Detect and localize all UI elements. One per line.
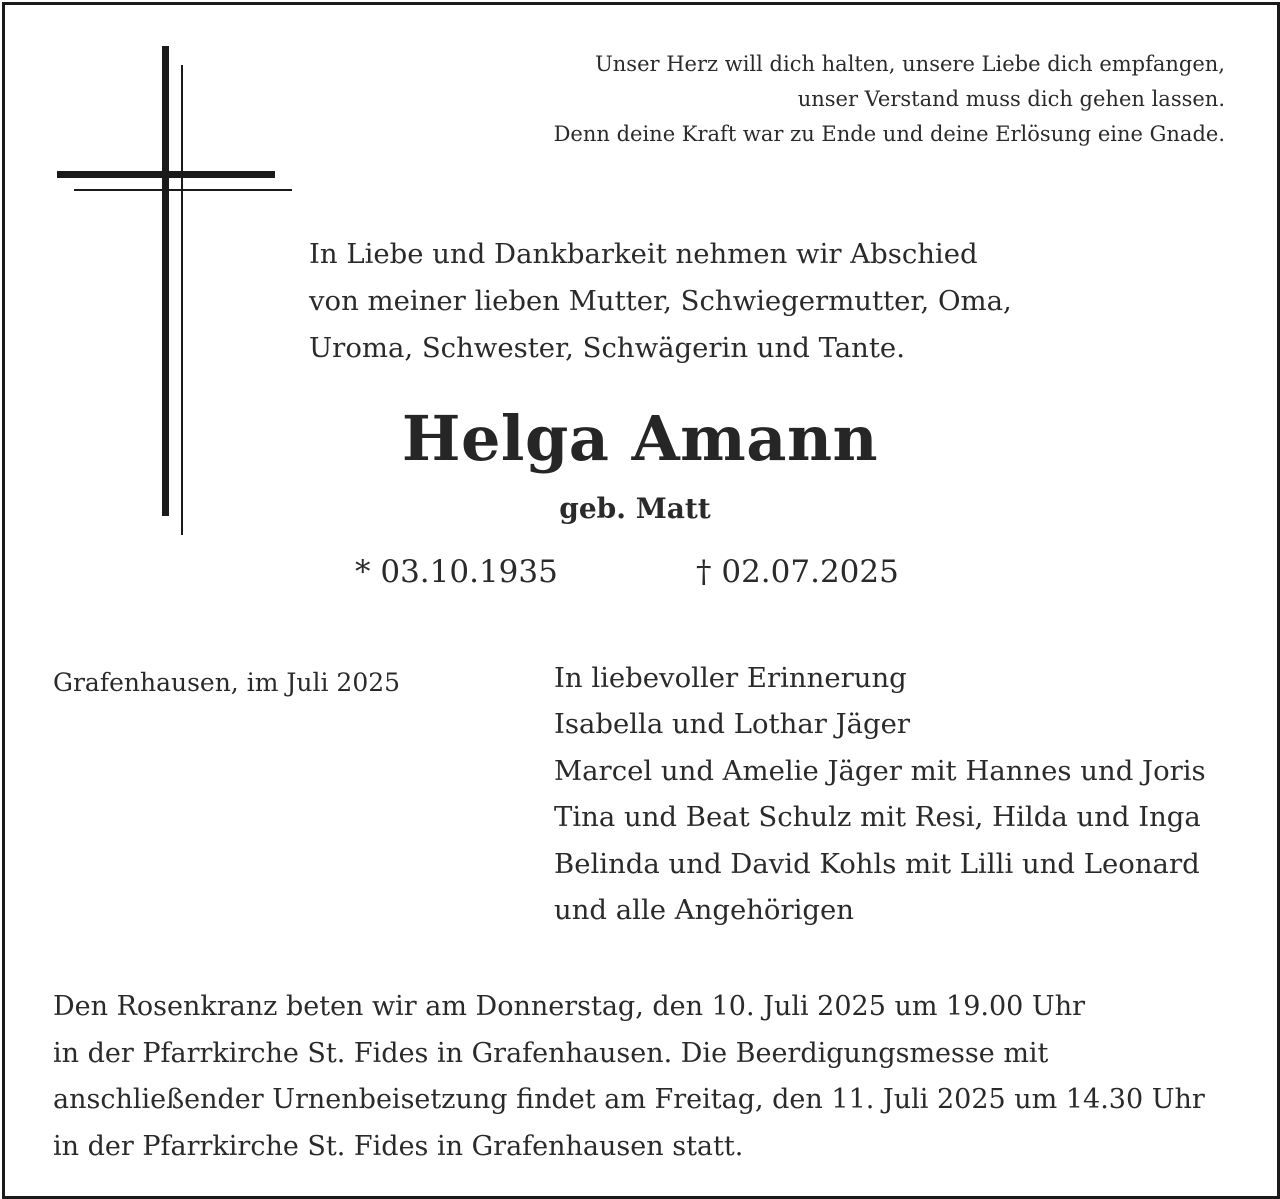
intro-line: von meiner lieben Mutter, Schwiegermutter, Oma, bbox=[309, 285, 1012, 317]
notice-line: Den Rosenkranz beten wir am Donnerstag, den 10. Juli 2025 um 19.00 Uhr bbox=[53, 991, 1085, 1022]
intro-line: Uroma, Schwester, Schwägerin und Tante. bbox=[309, 332, 905, 364]
verse bbox=[554, 47, 1225, 152]
cross-vertical-bar bbox=[162, 46, 169, 516]
mourner-line: In liebevoller Erinnerung bbox=[554, 662, 907, 694]
cross-horizontal-line bbox=[74, 189, 292, 191]
mourner-line: Belinda und David Kohls mit Lilli und Leonard bbox=[554, 847, 1200, 880]
notice-line: anschließender Urnenbeisetzung findet am Freitag, den 11. Juli 2025 um 14.30 Uhr bbox=[53, 1084, 1205, 1115]
deceased-name: Helga Amann bbox=[401, 402, 879, 475]
mourner-line: Marcel und Amelie Jäger mit Hannes und Joris bbox=[554, 754, 1206, 787]
intro-line: In Liebe und Dankbarkeit nehmen wir Abschied bbox=[309, 238, 978, 270]
birth-date: * 03.10.1935 bbox=[355, 554, 558, 590]
maiden-name: geb. Matt bbox=[559, 492, 711, 525]
notice-line: in der Pfarrkirche St. Fides in Grafenhausen statt. bbox=[53, 1130, 744, 1162]
farewell-intro bbox=[309, 231, 1012, 372]
verse-line: Unser Herz will dich halten, unsere Liebe dich empfangen, bbox=[595, 52, 1225, 76]
mourner-line: Isabella und Lothar Jäger bbox=[554, 708, 911, 741]
death-date: † 02.07.2025 bbox=[696, 554, 899, 590]
verse-line: Denn deine Kraft war zu Ende und deine Erlösung eine Gnade. bbox=[553, 122, 1225, 146]
place-date: Grafenhausen, im Juli 2025 bbox=[53, 668, 401, 697]
cross-vertical-line bbox=[181, 65, 183, 535]
mourners-list bbox=[554, 655, 1206, 933]
notice-line: in der Pfarrkirche St. Fides in Grafenhausen. Die Beerdigungsmesse mit bbox=[53, 1037, 1049, 1069]
cross-horizontal-bar bbox=[57, 171, 275, 178]
mourner-line: und alle Angehörigen bbox=[554, 894, 855, 927]
service-notice bbox=[53, 984, 1205, 1170]
verse-line: unser Verstand muss dich gehen lassen. bbox=[797, 87, 1225, 111]
obituary-notice bbox=[2, 2, 1280, 1199]
mourner-line: Tina und Beat Schulz mit Resi, Hilda und Inga bbox=[554, 801, 1201, 834]
